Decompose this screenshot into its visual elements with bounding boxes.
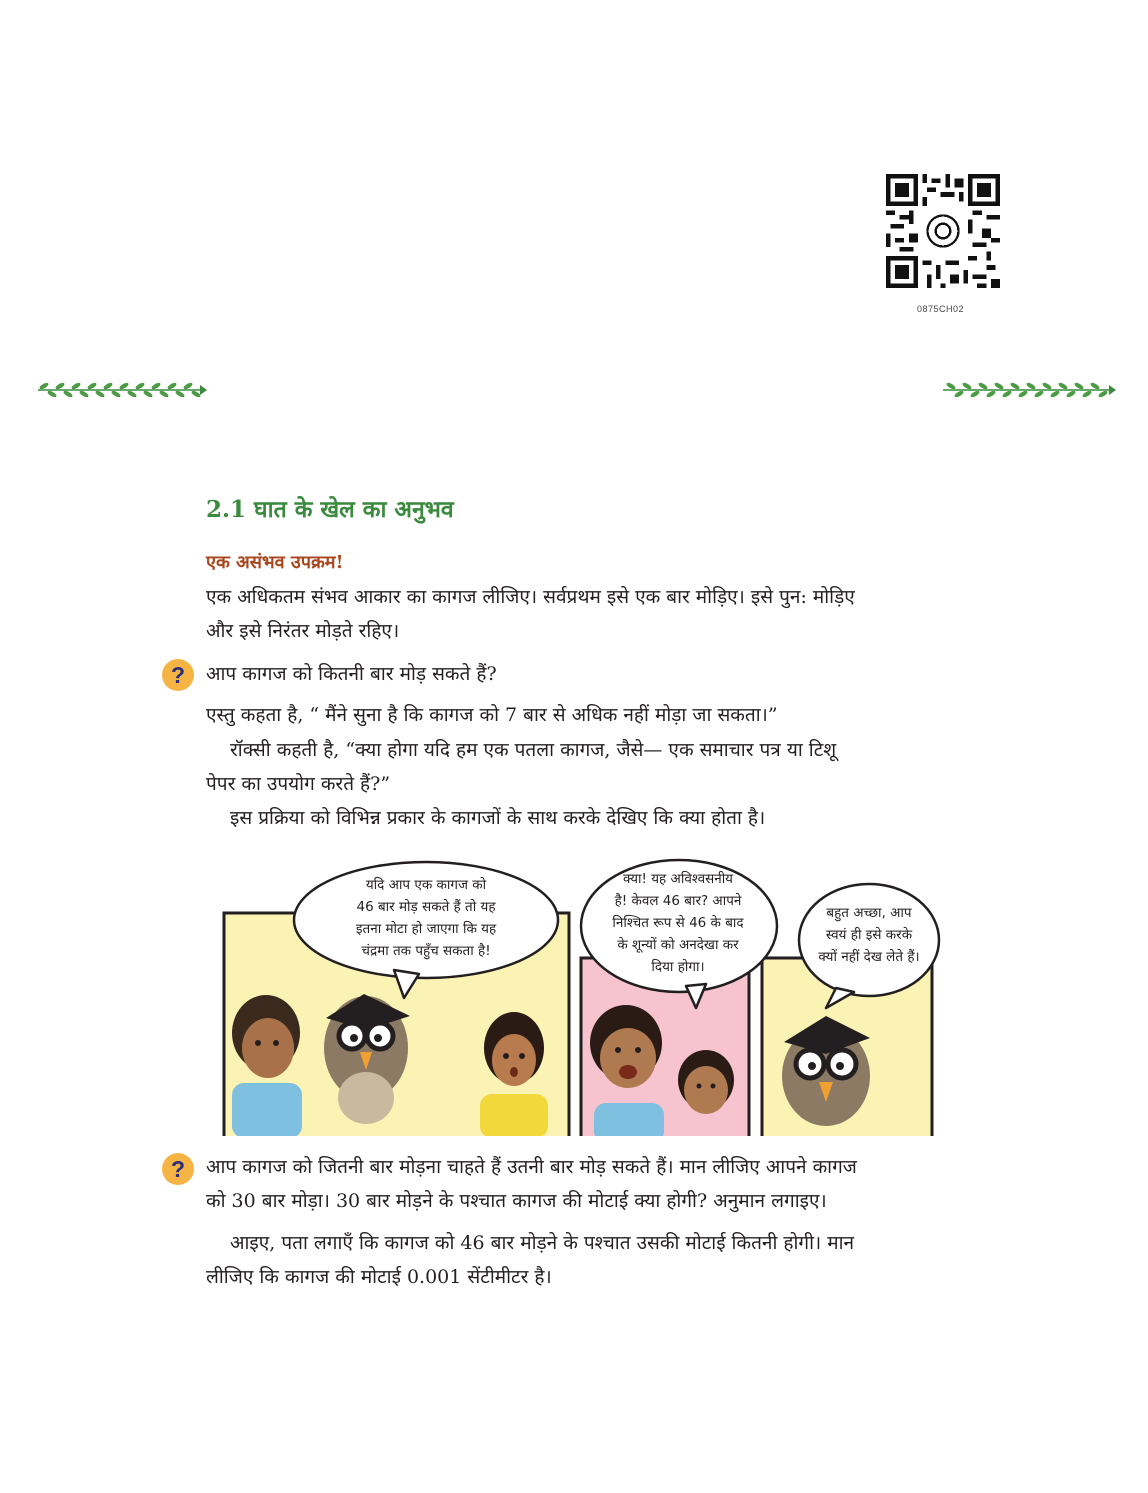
question-mark-icon: ? (162, 1153, 194, 1185)
paragraph-line: आइए, पता लगाएँ कि कागज को 46 बार मोड़ने के पश्चात उसकी मोटाई कितनी होगी। मान (230, 1232, 855, 1254)
question-text: आप कागज को जितनी बार मोड़ना चाहते हैं उतनी बार मोड़ सकते हैं। मान लीजिए आपने कागज (206, 1156, 857, 1178)
qr-code-label: 0875CH02 (917, 304, 965, 314)
speech-bubble-3 (804, 902, 934, 968)
comic-strip (214, 858, 944, 1136)
question-mark-icon: ? (162, 659, 194, 691)
bubble-line: 46 बार मोड़ सकते हैं तो यह (356, 899, 496, 915)
paragraph-line: इस प्रक्रिया को विभिन्न प्रकार के कागजों के साथ करके देखिए कि क्या होता है। (230, 807, 766, 829)
bubble-line: है! केवल 46 बार? आपने (614, 893, 742, 909)
paragraph-line: एक अधिकतम संभव आकार का कागज लीजिए। सर्वप्रथम इसे एक बार मोड़िए। इसे पुन: मोड़िए (206, 586, 855, 608)
speech-bubble-1 (304, 874, 548, 962)
paragraph-line: लीजिए कि कागज की मोटाई 0.001 सेंटीमीटर है। (206, 1266, 552, 1288)
bubble-line: यदि आप एक कागज को (365, 877, 487, 893)
bubble-line: बहुत अच्छा, आप (826, 905, 912, 921)
bubble-line: के शून्यों को अनदेखा कर (617, 937, 739, 953)
bubble-line: क्या! यह अविश्वसनीय (622, 871, 734, 887)
bubble-line: चंद्रमा तक पहुँच सकता है! (361, 943, 491, 959)
speech-bubble-2 (586, 868, 770, 978)
bubble-line: दिया होगा। (651, 959, 705, 975)
question-text: आप कागज को कितनी बार मोड़ सकते हैं? (206, 663, 497, 685)
bubble-line: निश्चित रूप से 46 के बाद (612, 915, 744, 931)
paragraph-line: पेपर का उपयोग करते हैं?” (206, 773, 391, 795)
vine-border-right (941, 379, 1117, 401)
subsection-title: एक असंभव उपक्रम! (206, 552, 344, 573)
bubble-line: क्यों नहीं देख लेते हैं। (818, 949, 920, 965)
section-title: 2.1 घात के खेल का अनुभव (206, 496, 454, 523)
qr-code-image (886, 174, 1000, 288)
vine-border-left (36, 379, 208, 401)
bubble-line: स्वयं ही इसे करके (825, 927, 913, 943)
bubble-line: इतना मोटा हो जाएगा कि यह (355, 921, 497, 937)
paragraph-line: और इसे निरंतर मोड़ते रहिए। (206, 620, 400, 642)
paragraph-line: एस्तु कहता है, “ मैंने सुना है कि कागज को 7 बार से अधिक नहीं मोड़ा जा सकता।” (206, 704, 778, 726)
question-text: को 30 बार मोड़ा। 30 बार मोड़ने के पश्चात कागज की मोटाई क्या होगी? अनुमान लगाइए। (206, 1190, 827, 1212)
paragraph-line: रॉक्सी कहती है, “क्या होगा यदि हम एक पतला कागज, जैसे— एक समाचार पत्र या टिशू (230, 739, 837, 761)
